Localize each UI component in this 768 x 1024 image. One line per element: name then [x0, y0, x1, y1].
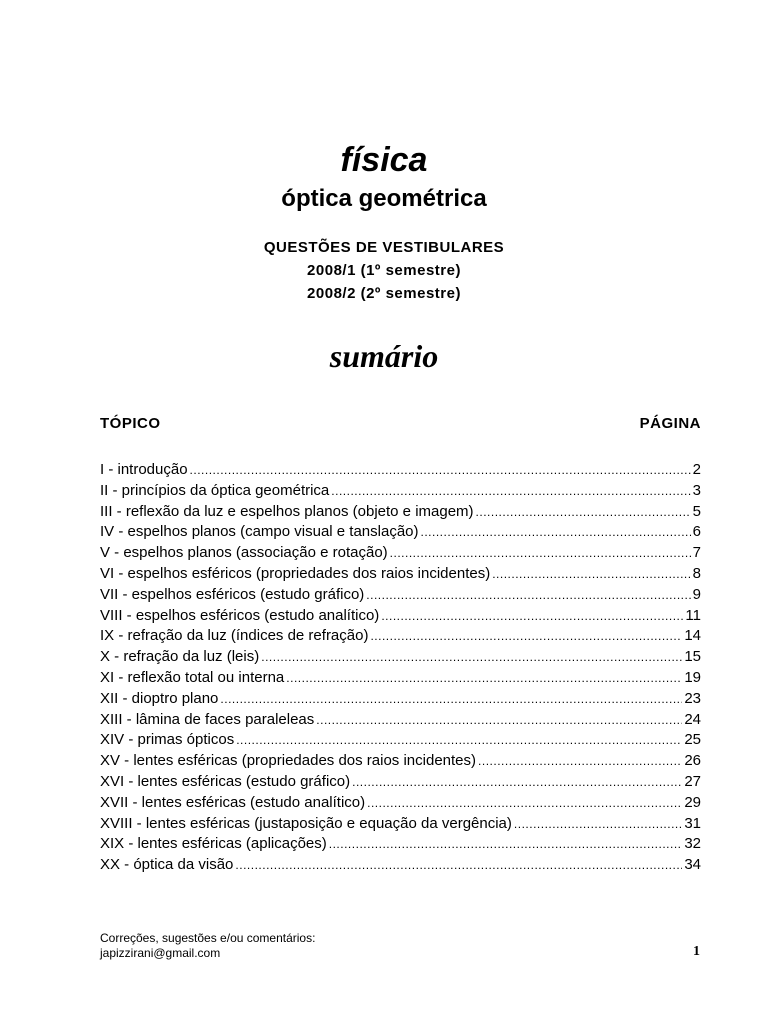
footer-email[interactable]: japizzirani@gmail.com: [100, 946, 221, 960]
toc-entry[interactable]: [100, 668, 701, 689]
toc-entry[interactable]: [100, 626, 701, 647]
toc-entry-page: 3: [692, 481, 701, 499]
toc-entry-page: 19: [684, 668, 701, 686]
document-title: física: [340, 141, 428, 179]
toc-entry-page: 9: [692, 585, 701, 603]
toc-entry-topic: IV - espelhos planos (campo visual e tanslação): [100, 523, 419, 541]
toc-entry-topic: XIX - lentes esféricas (aplicações): [100, 835, 327, 853]
toc-header: [100, 414, 701, 434]
toc-entry-topic: XVI - lentes esféricas (estudo gráfico): [100, 772, 351, 790]
exam-info: [0, 236, 768, 305]
toc-entry-topic: VII - espelhos esféricos (estudo gráfico): [100, 585, 365, 603]
toc-entry-page: 15: [684, 648, 701, 666]
toc-entry-topic: VIII - espelhos esféricos (estudo analítico): [100, 606, 380, 624]
toc-entry-page: 23: [684, 689, 701, 707]
toc-entry-topic: V - espelhos planos (associação e rotação): [100, 544, 388, 562]
toc-entry-page: 31: [684, 814, 701, 832]
toc-entry-page: 29: [684, 793, 701, 811]
toc-entry[interactable]: [100, 730, 701, 751]
toc-dot-leader: [220, 689, 682, 710]
toc-entry[interactable]: [100, 543, 701, 564]
page-number: 1: [693, 944, 700, 959]
toc-dot-leader: [381, 606, 683, 627]
toc-entry-topic: XI - reflexão total ou interna: [100, 668, 285, 686]
toc-entry-topic: XVIII - lentes esféricas (justaposição e equação da vergência): [100, 814, 512, 832]
document-header: [0, 138, 768, 305]
toc-entry[interactable]: [100, 585, 701, 606]
toc-dot-leader: [421, 522, 691, 543]
toc-page-column-header: PÁGINA: [639, 415, 701, 432]
toc-dot-leader: [190, 460, 691, 481]
toc-dot-leader: [478, 751, 682, 772]
toc-entry[interactable]: [100, 772, 701, 793]
semester-line: 2008/2 (2º semestre): [307, 285, 461, 302]
table-of-contents: [100, 460, 701, 876]
semester-line: 2008/1 (1º semestre): [307, 262, 461, 279]
toc-entry[interactable]: [100, 564, 701, 585]
toc-entry-topic: XX - óptica da visão: [100, 856, 234, 874]
toc-dot-leader: [514, 814, 682, 835]
toc-entry-page: 26: [684, 752, 701, 770]
toc-entry[interactable]: [100, 522, 701, 543]
document-subtitle: óptica geométrica: [281, 185, 487, 212]
toc-dot-leader: [286, 668, 682, 689]
toc-entry[interactable]: [100, 710, 701, 731]
toc-dot-leader: [390, 543, 691, 564]
toc-dot-leader: [352, 772, 682, 793]
toc-entry-topic: X - refração da luz (leis): [100, 648, 260, 666]
toc-entry[interactable]: [100, 834, 701, 855]
toc-dot-leader: [331, 481, 690, 502]
toc-entry-topic: XII - dioptro plano: [100, 689, 219, 707]
exam-heading: QUESTÕES DE VESTIBULARES: [263, 239, 505, 256]
toc-entry-topic: VI - espelhos esféricos (propriedades dos raios incidentes): [100, 564, 491, 582]
toc-entry-page: 8: [692, 564, 701, 582]
toc-entry-page: 34: [684, 856, 701, 874]
toc-topic-column-header: TÓPICO: [100, 415, 161, 432]
toc-dot-leader: [236, 730, 682, 751]
toc-entry[interactable]: [100, 689, 701, 710]
toc-dot-leader: [316, 710, 682, 731]
toc-entry[interactable]: [100, 814, 701, 835]
toc-dot-leader: [235, 855, 682, 876]
toc-entry-page: 25: [684, 731, 701, 749]
toc-entry-topic: XVII - lentes esféricas (estudo analítico): [100, 793, 366, 811]
toc-dot-leader: [476, 502, 691, 523]
toc-dot-leader: [329, 834, 683, 855]
toc-entry[interactable]: [100, 606, 701, 627]
toc-entry-topic: XIV - primas ópticos: [100, 731, 235, 749]
toc-entry-page: 5: [692, 502, 701, 520]
toc-entry-topic: XV - lentes esféricas (propriedades dos raios incidentes): [100, 752, 477, 770]
toc-dot-leader: [370, 626, 682, 647]
toc-entry[interactable]: [100, 793, 701, 814]
toc-entry[interactable]: [100, 751, 701, 772]
toc-entry-topic: III - reflexão da luz e espelhos planos (objeto e imagem): [100, 502, 474, 520]
toc-dot-leader: [366, 585, 690, 606]
toc-entry[interactable]: [100, 855, 701, 876]
toc-dot-leader: [492, 564, 690, 585]
footer-note: Correções, sugestões e/ou comentários:: [100, 931, 316, 945]
toc-entry-page: 11: [685, 606, 701, 624]
toc-entry-page: 24: [684, 710, 701, 728]
toc-entry[interactable]: [100, 502, 701, 523]
toc-entry-topic: IX - refração da luz (índices de refração): [100, 627, 369, 645]
toc-entry-page: 2: [692, 461, 701, 478]
toc-entry-topic: II - princípios da óptica geométrica: [100, 481, 330, 499]
toc-entry-topic: I - introdução: [100, 461, 188, 478]
toc-entry-page: 14: [684, 627, 701, 645]
summary-heading: sumário: [329, 338, 439, 374]
toc-entry[interactable]: [100, 481, 701, 502]
toc-dot-leader: [261, 647, 682, 668]
toc-entry-page: 27: [684, 772, 701, 790]
toc-entry[interactable]: [100, 647, 701, 668]
footer-contact: [100, 931, 315, 961]
toc-entry-page: 6: [692, 523, 701, 541]
toc-entry[interactable]: [100, 460, 701, 481]
toc-entry-topic: XIII - lâmina de faces paraleleas: [100, 710, 315, 728]
toc-entry-page: 7: [692, 544, 701, 562]
toc-entry-page: 32: [684, 835, 701, 853]
toc-dot-leader: [367, 793, 682, 814]
